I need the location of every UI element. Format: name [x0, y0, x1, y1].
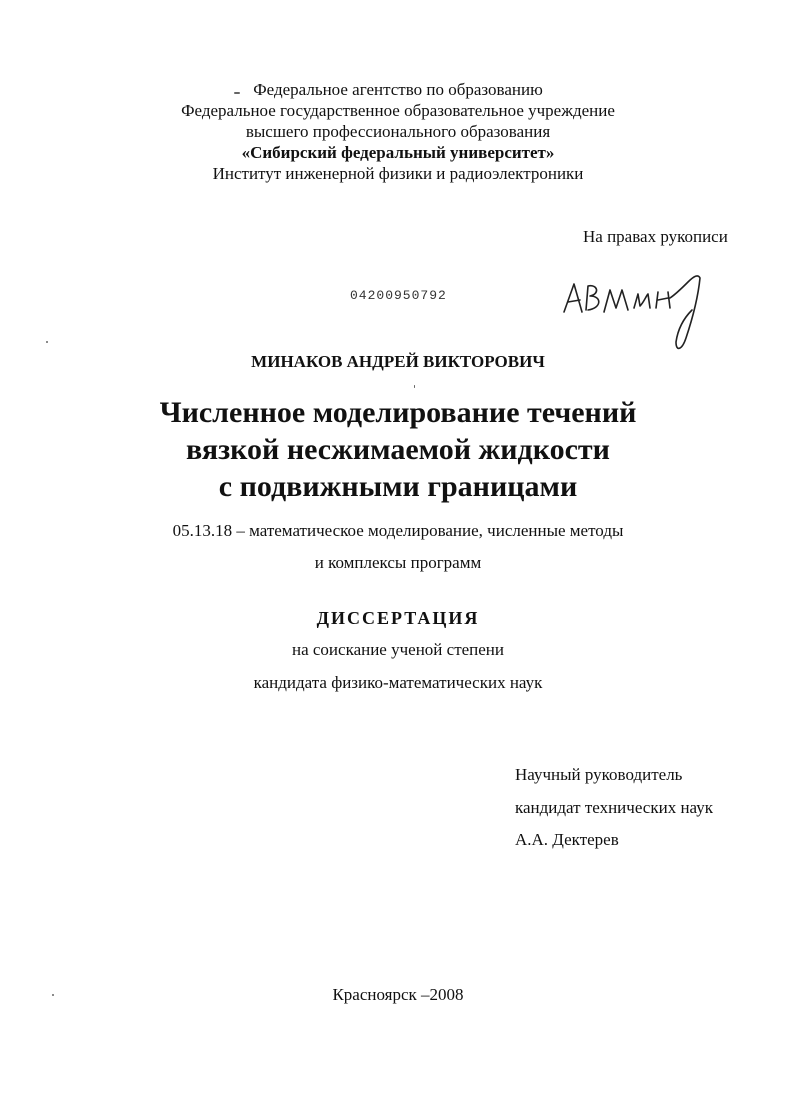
degree-line-1: на соискание ученой степени [291, 640, 505, 659]
scan-speck [52, 994, 54, 996]
header-agency: Федеральное агентство по образованию [253, 80, 543, 99]
header-institute: Институт инженерной физики и радиоэлектроники [212, 164, 584, 183]
header-institution: Федеральное государственное образовательное учреждение [181, 101, 615, 120]
author-name: МИНАКОВ АНДРЕЙ ВИКТОРОВИЧ [251, 352, 545, 371]
title-line-3: с подвижными границами [218, 470, 578, 503]
specialty-line-1: 05.13.18 – математическое моделирование, численные методы [172, 521, 624, 540]
supervisor-name: А.А. Дектерев [515, 830, 619, 849]
place-year: Красноярск –2008 [332, 985, 464, 1004]
supervisor-role: Научный руководитель [515, 765, 683, 784]
signature [558, 268, 718, 358]
title-line-2: вязкой несжимаемой жидкости [186, 433, 610, 466]
scan-speck [414, 385, 415, 388]
degree-line-2: кандидата физико-математических наук [253, 673, 543, 692]
scan-speck [46, 341, 48, 343]
header-education-level: высшего профессионального образования [245, 122, 551, 141]
catalog-number: 04200950792 [350, 288, 447, 303]
supervisor-degree: кандидат технических наук [515, 798, 713, 817]
scan-speck [234, 92, 240, 94]
header-university: «Сибирский федеральный университет» [241, 143, 555, 162]
work-type: ДИССЕРТАЦИЯ [316, 608, 480, 628]
rights-note: На правах рукописи [583, 227, 728, 246]
title-line-1: Численное моделирование течений [159, 396, 637, 429]
specialty-line-2: и комплексы программ [314, 553, 482, 572]
